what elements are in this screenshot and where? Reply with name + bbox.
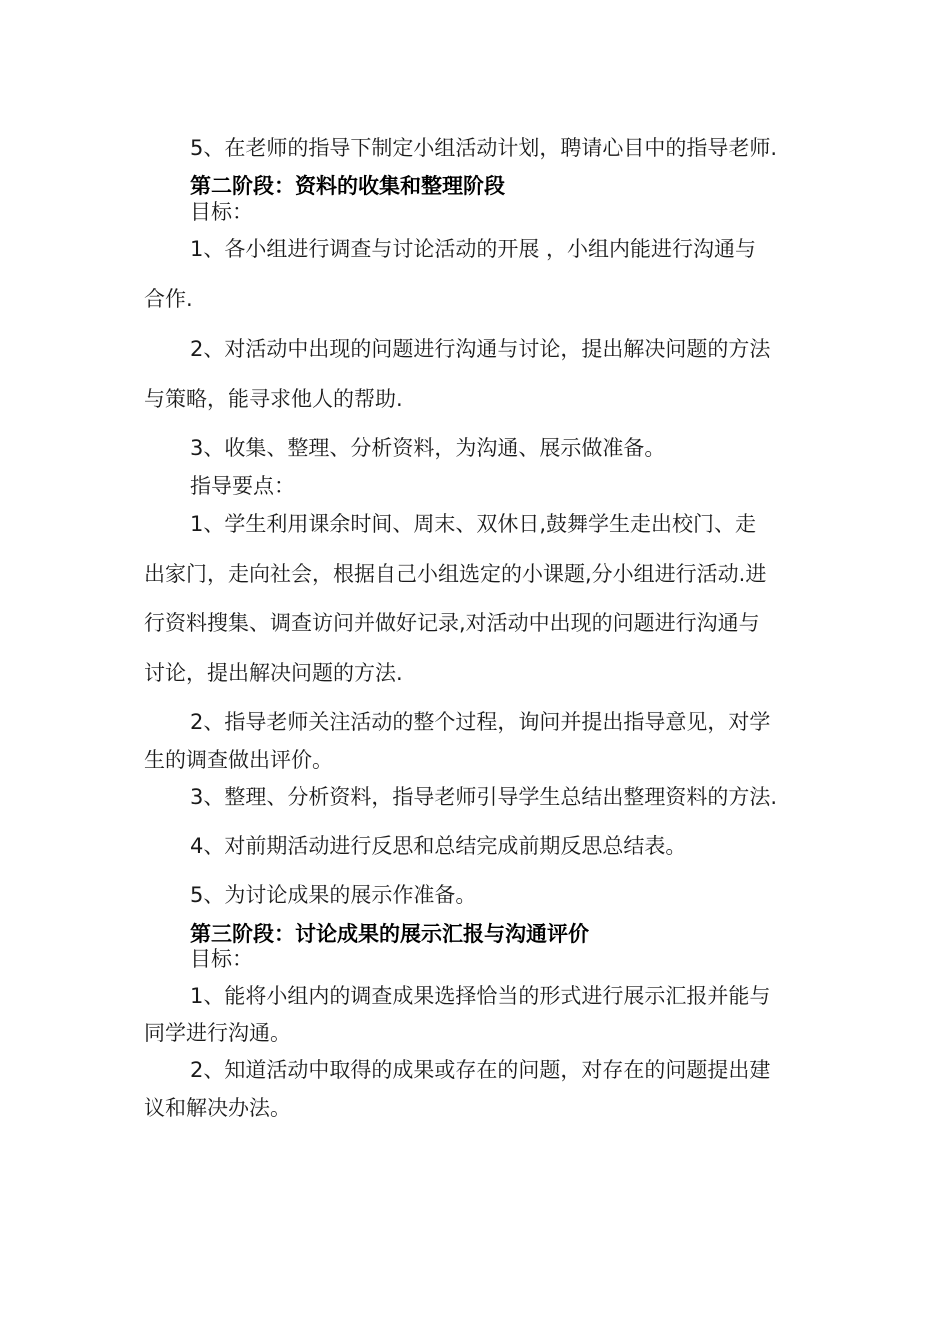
paragraph-line: 5、在老师的指导下制定小组活动计划，聘请心目中的指导老师. (190, 136, 778, 160)
paragraph-line: 行资料搜集、调查访问并做好记录,对活动中出现的问题进行沟通与 (144, 611, 760, 635)
paragraph-line: 1、学生利用课余时间、周末、双休日,鼓舞学生走出校门、走 (190, 512, 757, 536)
paragraph-line: 2、指导老师关注活动的整个过程，询问并提出指导意见，对学 (190, 710, 771, 734)
paragraph-line: 同学进行沟通。 (144, 1021, 291, 1045)
paragraph-line: 5、为讨论成果的展示作准备。 (190, 883, 477, 907)
paragraph-line: 1、能将小组内的调查成果选择恰当的形式进行展示汇报并能与 (190, 984, 771, 1008)
paragraph-line: 1、各小组进行调查与讨论活动的开展 ，小组内能进行沟通与 (190, 237, 757, 261)
paragraph-line: 3、整理、分析资料，指导老师引导学生总结出整理资料的方法. (190, 785, 778, 809)
subheading-line: 目标： (190, 200, 253, 224)
section-heading: 第三阶段：讨论成果的展示汇报与沟通评价 (190, 922, 589, 946)
paragraph-line: 2、知道活动中取得的成果或存在的问题，对存在的问题提出建 (190, 1058, 771, 1082)
paragraph-line: 生的调查做出评价。 (144, 748, 333, 772)
subheading-line: 指导要点： (190, 474, 295, 498)
paragraph-line: 2、对活动中出现的问题进行沟通与讨论，提出解决问题的方法 (190, 337, 771, 361)
paragraph-line: 4、对前期活动进行反思和总结完成前期反思总结表。 (190, 834, 687, 858)
section-heading: 第二阶段：资料的收集和整理阶段 (190, 174, 505, 198)
paragraph-line: 与策略，能寻求他人的帮助. (144, 387, 403, 411)
subheading-line: 目标： (190, 947, 253, 971)
paragraph-line: 出家门，走向社会，根据自己小组选定的小课题,分小组进行活动.进 (144, 562, 767, 586)
paragraph-line: 讨论，提出解决问题的方法. (144, 661, 403, 685)
paragraph-line: 3、收集、整理、分析资料，为沟通、展示做准备。 (190, 436, 666, 460)
paragraph-line: 合作. (144, 287, 193, 311)
paragraph-line: 议和解决办法。 (144, 1096, 291, 1120)
